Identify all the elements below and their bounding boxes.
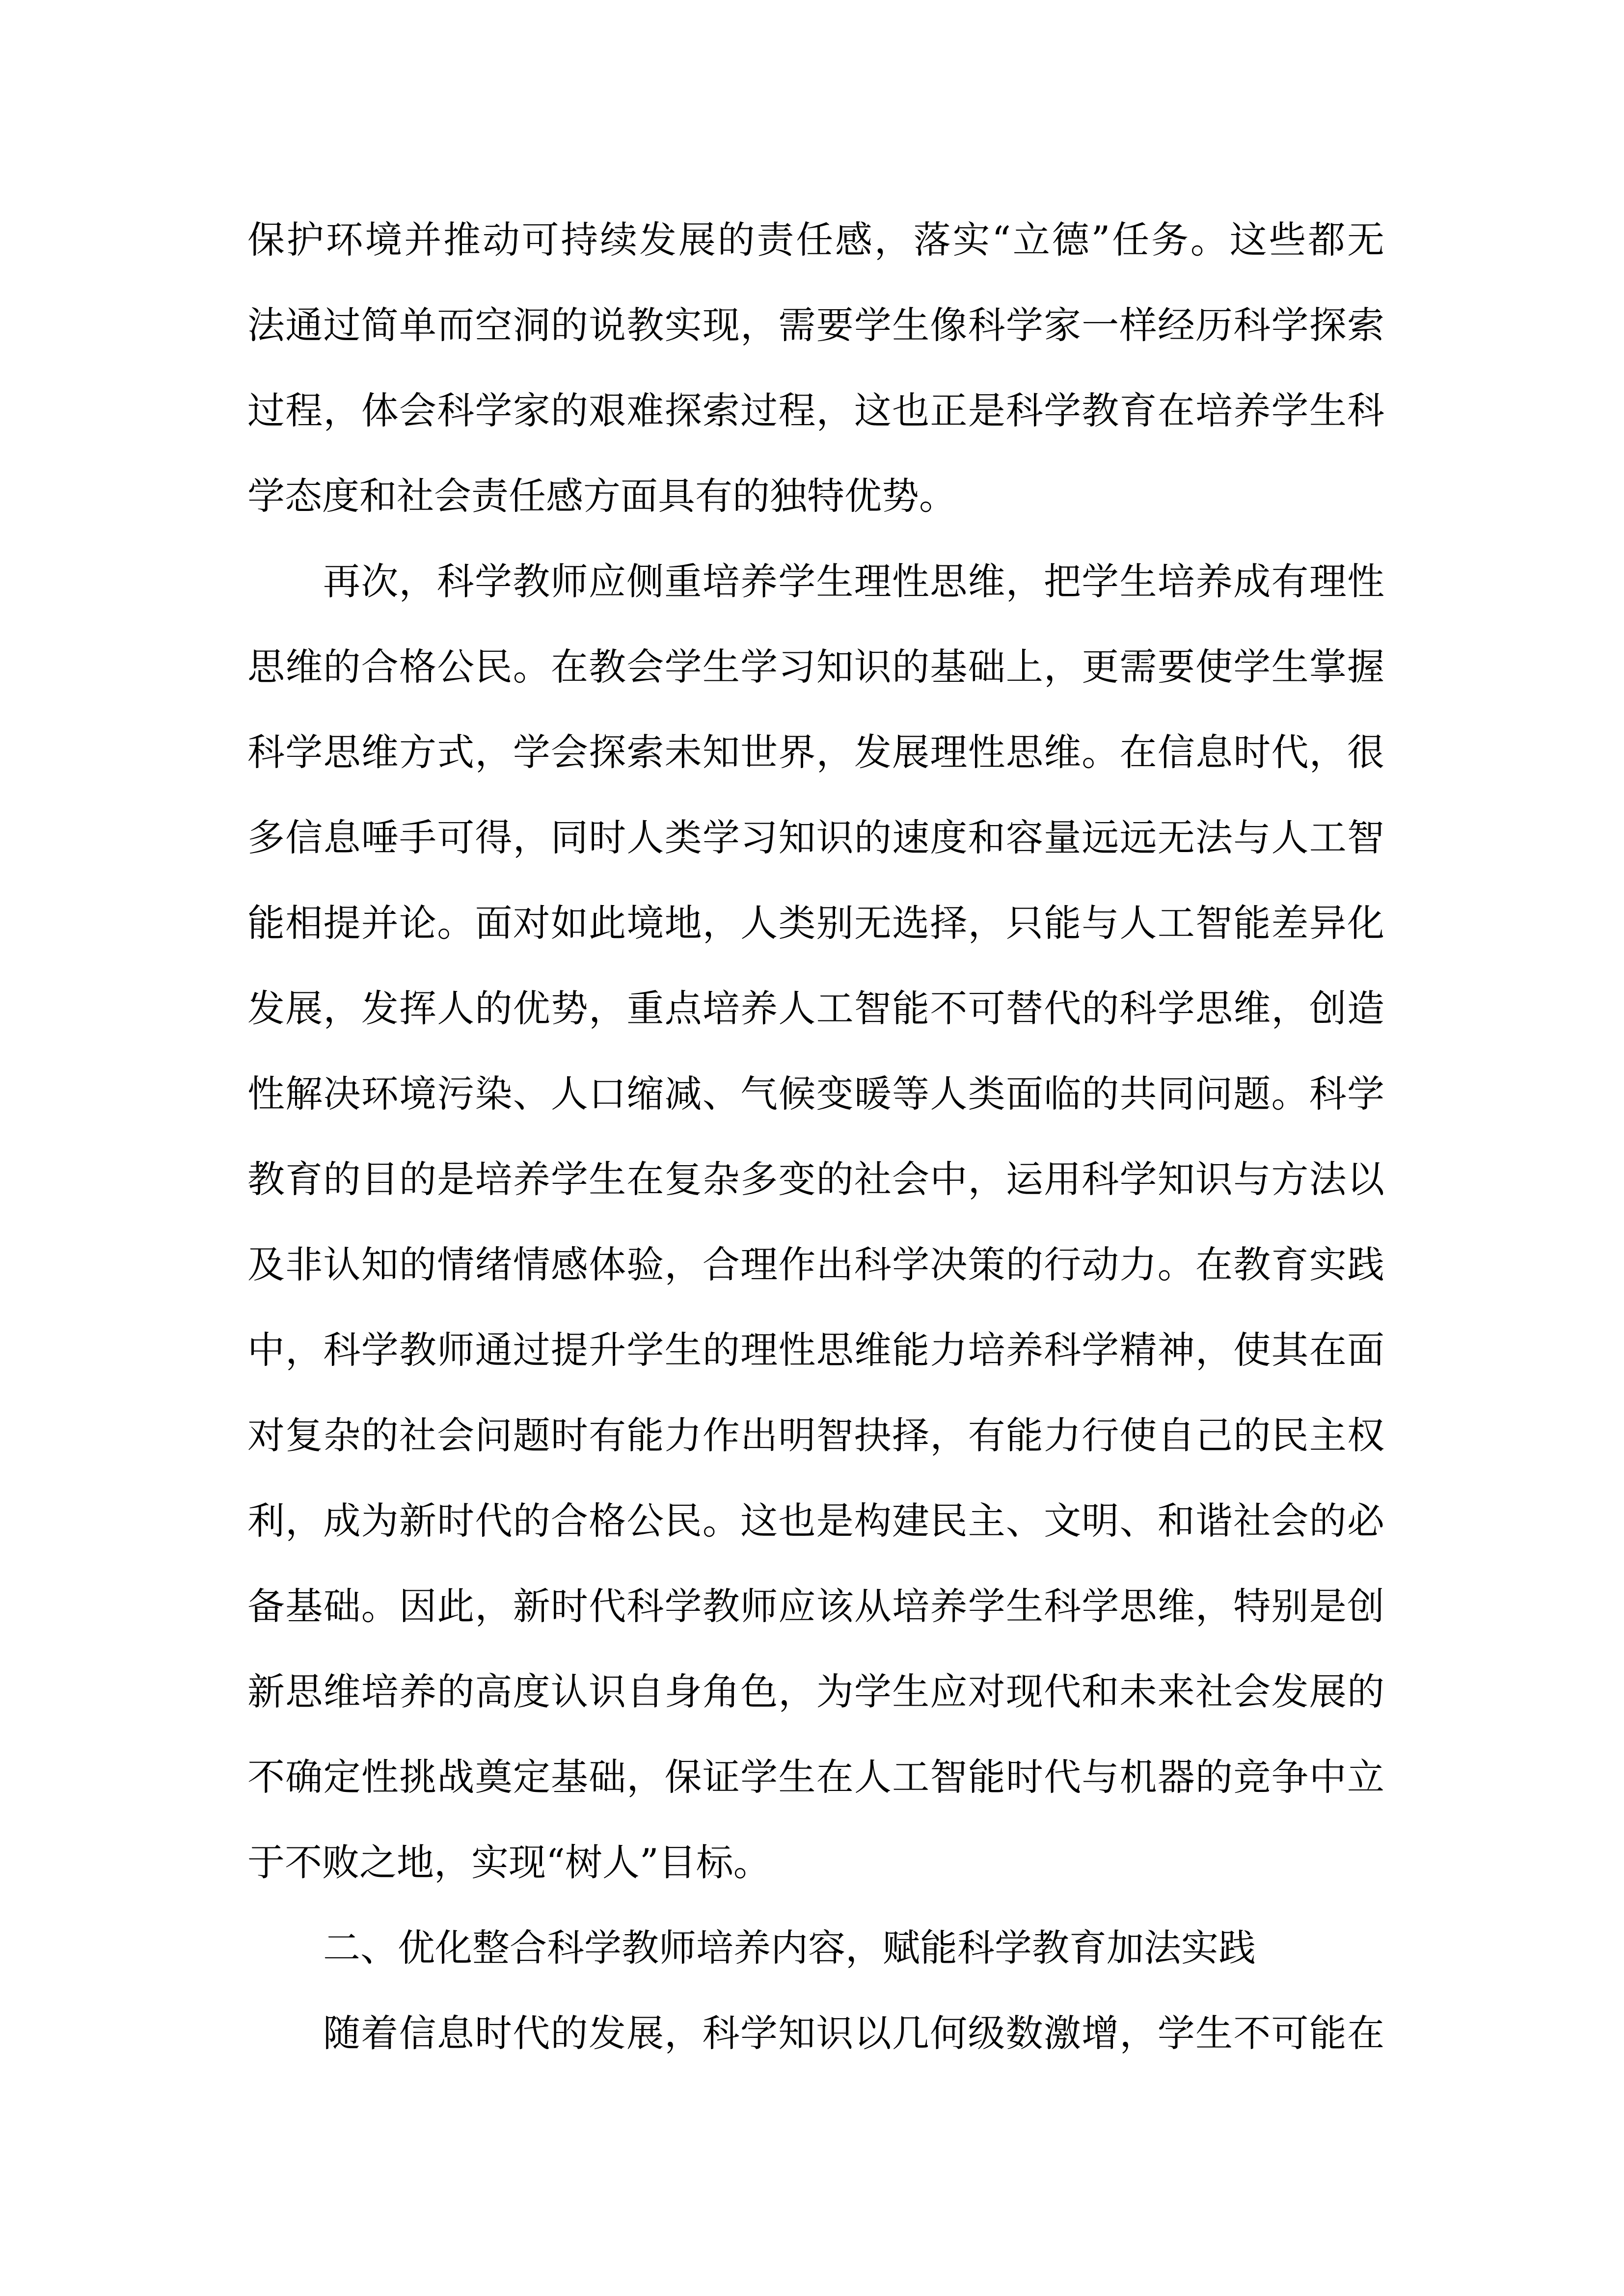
text-line: 再次，科学教师应侧重培养学生理性思维，把学生培养成有理性 [323,560,1384,603]
text-line: 科学思维方式，学会探索未知世界，发展理性思维。在信息时代，很 [247,730,1384,774]
text-line: 于不败之地，实现“树人”目标。 [247,1841,771,1884]
section-heading-text: 二、优化整合科学教师培养内容，赋能科学教育加法实践 [323,1926,1256,1970]
text-line: 性解决环境污染、人口缩减、气候变暖等人类面临的共同问题。科学 [247,1072,1384,1116]
text-line: 多信息唾手可得，同时人类学习知识的速度和容量远远无法与人工智 [247,816,1384,859]
text-line: 不确定性挑战奠定基础，保证学生在人工智能时代与机器的竞争中立 [247,1755,1384,1799]
paragraph-continued [247,197,1384,539]
text-line: 备基础。因此，新时代科学教师应该从培养学生科学思维，特别是创 [247,1584,1384,1628]
text-line: 对复杂的社会问题时有能力作出明智抉择，有能力行使自己的民主权 [247,1414,1384,1457]
text-line: 中，科学教师通过提升学生的理性思维能力培养科学精神，使其在面 [247,1328,1384,1372]
text-line: 及非认知的情绪情感体验，合理作出科学决策的行动力。在教育实践 [247,1243,1384,1286]
text-line: 发展，发挥人的优势，重点培养人工智能不可替代的科学思维，创造 [247,987,1384,1030]
section-heading [247,1905,1384,1991]
text-line: 随着信息时代的发展，科学知识以几何级数激增，学生不可能在 [323,2011,1384,2055]
text-line: 保护环境并推动可持续发展的责任感，落实“立德”任务。这些都无 [247,218,1384,262]
text-line: 过程，体会科学家的艰难探索过程，这也正是科学教育在培养学生科 [247,389,1384,432]
paragraph-next [247,1991,1384,2076]
text-line: 法通过简单而空洞的说教实现，需要学生像科学家一样经历科学探索 [247,303,1384,347]
text-line: 思维的合格公民。在教会学生学习知识的基础上，更需要使学生掌握 [247,645,1384,689]
text-line: 学态度和社会责任感方面具有的独特优势。 [247,474,956,518]
text-line: 能相提并论。面对如此境地，人类别无选择，只能与人工智能差异化 [247,901,1384,945]
text-line: 利，成为新时代的合格公民。这也是构建民主、文明、和谐社会的必 [247,1499,1384,1543]
text-line: 教育的目的是培养学生在复杂多变的社会中，运用科学知识与方法以 [247,1157,1384,1201]
paragraph-rational-thinking [247,539,1384,1905]
text-line: 新思维培养的高度认识自身角色，为学生应对现代和未来社会发展的 [247,1670,1384,1713]
body-text [247,197,1384,2076]
